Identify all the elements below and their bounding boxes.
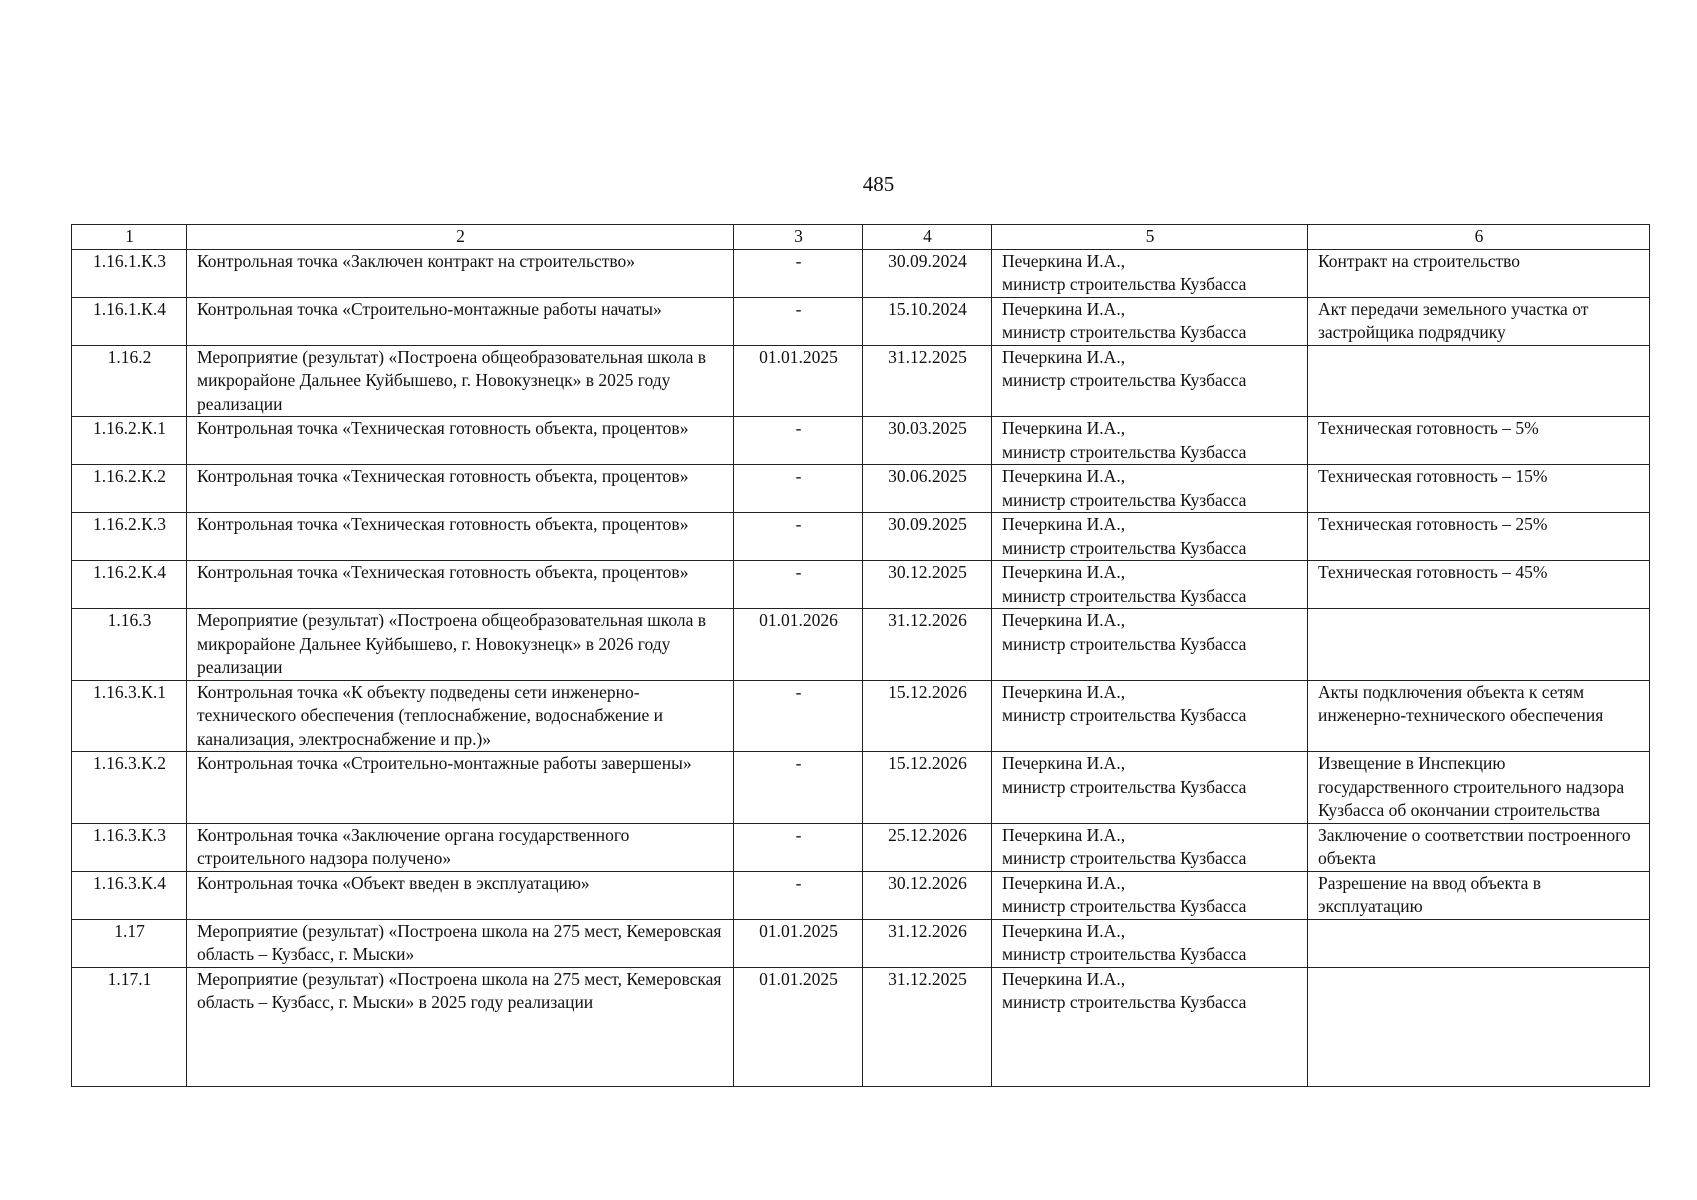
table-row (72, 513, 1650, 561)
row-start-date-cell: 01.01.2026 (734, 609, 863, 681)
responsible-name: Печеркина И.А., (1002, 920, 1126, 941)
table-body (72, 249, 1650, 1086)
row-start-date-cell: 01.01.2025 (734, 967, 863, 1086)
row-code-cell: 1.16.3.К.2 (72, 752, 187, 824)
row-result-cell: Контракт на строительство (1308, 249, 1650, 297)
column-header: 1 (72, 225, 187, 250)
row-result-cell (1308, 919, 1650, 967)
row-responsible-cell (992, 752, 1308, 824)
table-row (72, 919, 1650, 967)
row-title-cell: Контрольная точка «Техническая готовность объекта, процентов» (187, 417, 734, 465)
row-result-cell: Акты подключения объекта к сетям инженерно-технического обеспечения (1308, 680, 1650, 752)
responsible-position: министр строительства Кузбасса (1002, 944, 1247, 964)
row-responsible-cell (992, 823, 1308, 871)
row-result-cell (1308, 609, 1650, 681)
row-responsible-cell (992, 465, 1308, 513)
row-result-cell: Техническая готовность – 15% (1308, 465, 1650, 513)
row-title-cell: Контрольная точка «Заключен контракт на строительство» (187, 249, 734, 297)
column-header: 6 (1308, 225, 1650, 250)
row-responsible-cell (992, 297, 1308, 345)
responsible-position: министр строительства Кузбасса (1002, 705, 1247, 725)
row-title-cell: Контрольная точка «Техническая готовность объекта, процентов» (187, 561, 734, 609)
row-responsible-cell (992, 345, 1308, 417)
row-code-cell: 1.17.1 (72, 967, 187, 1086)
row-end-date-cell: 30.09.2024 (863, 249, 992, 297)
responsible-position: министр строительства Кузбасса (1002, 992, 1247, 1012)
responsible-name: Печеркина И.А., (1002, 418, 1126, 438)
responsible-name: Печеркина И.А., (1002, 681, 1126, 702)
responsible-position: министр строительства Кузбасса (1002, 633, 1247, 654)
table-row (72, 823, 1650, 871)
row-start-date-cell: - (734, 561, 863, 609)
column-header: 4 (863, 225, 992, 250)
responsible-name: Печеркина И.А., (1002, 346, 1126, 367)
row-responsible-cell (992, 967, 1308, 1086)
responsible-name: Печеркина И.А., (1002, 514, 1126, 534)
responsible-name: Печеркина И.А., (1002, 610, 1126, 630)
row-code-cell: 1.16.3 (72, 609, 187, 681)
responsible-position: министр строительства Кузбасса (1002, 537, 1247, 558)
row-start-date-cell: - (734, 513, 863, 561)
table-row (72, 249, 1650, 297)
row-result-cell: Техническая готовность – 45% (1308, 561, 1650, 609)
responsible-name: Печеркина И.А., (1002, 968, 1126, 989)
row-end-date-cell: 31.12.2025 (863, 345, 992, 417)
row-start-date-cell: - (734, 871, 863, 919)
responsible-position: министр строительства Кузбасса (1002, 322, 1247, 342)
row-title-cell: Контрольная точка «Заключение органа государственного строительного надзора получено» (187, 823, 734, 871)
row-result-cell: Заключение о соответствии построенного объекта (1308, 823, 1650, 871)
row-start-date-cell: - (734, 417, 863, 465)
row-code-cell: 1.16.2.К.4 (72, 561, 187, 609)
table-row (72, 680, 1650, 752)
row-end-date-cell: 30.12.2026 (863, 871, 992, 919)
responsible-name: Печеркина И.А., (1002, 872, 1126, 893)
row-title-cell: Мероприятие (результат) «Построена школа на 275 мест, Кемеровская область – Кузбасс, г. Мыски» (187, 919, 734, 967)
row-title-cell: Контрольная точка «Техническая готовность объекта, процентов» (187, 513, 734, 561)
responsible-name: Печеркина И.А., (1002, 466, 1126, 486)
row-result-cell (1308, 967, 1650, 1086)
row-code-cell: 1.17 (72, 919, 187, 967)
responsible-position: министр строительства Кузбасса (1002, 776, 1247, 797)
row-code-cell: 1.16.3.К.1 (72, 680, 187, 752)
row-code-cell: 1.16.1.К.4 (72, 297, 187, 345)
row-title-cell: Контрольная точка «К объекту подведены сети инженерно-технического обеспечения (теплоснабжение, водоснабжение и канализация, электроснабжение и пр.)» (187, 680, 734, 752)
row-start-date-cell: - (734, 680, 863, 752)
row-title-cell: Мероприятие (результат) «Построена общеобразовательная школа в микрорайоне Дальнее Куйбышево, г. Новокузнецк» в 2025 году реализации (187, 345, 734, 417)
row-result-cell: Техническая готовность – 5% (1308, 417, 1650, 465)
table-row (72, 345, 1650, 417)
row-result-cell (1308, 345, 1650, 417)
table-row (72, 297, 1650, 345)
row-responsible-cell (992, 249, 1308, 297)
row-code-cell: 1.16.1.К.3 (72, 249, 187, 297)
responsible-name: Печеркина И.А., (1002, 824, 1126, 845)
row-end-date-cell: 15.10.2024 (863, 297, 992, 345)
row-end-date-cell: 25.12.2026 (863, 823, 992, 871)
row-responsible-cell (992, 919, 1308, 967)
column-header: 2 (187, 225, 734, 250)
responsible-position: министр строительства Кузбасса (1002, 896, 1247, 916)
table-row (72, 465, 1650, 513)
table-row (72, 561, 1650, 609)
row-result-cell: Акт передачи земельного участка от застройщика подрядчику (1308, 297, 1650, 345)
row-code-cell: 1.16.3.К.3 (72, 823, 187, 871)
row-end-date-cell: 31.12.2026 (863, 609, 992, 681)
page-number: 485 (862, 172, 895, 196)
row-responsible-cell (992, 680, 1308, 752)
row-end-date-cell: 30.03.2025 (863, 417, 992, 465)
row-code-cell: 1.16.2.К.3 (72, 513, 187, 561)
row-title-cell: Мероприятие (результат) «Построена общеобразовательная школа в микрорайоне Дальнее Куйбышево, г. Новокузнецк» в 2026 году реализации (187, 609, 734, 681)
row-code-cell: 1.16.2 (72, 345, 187, 417)
row-start-date-cell: - (734, 465, 863, 513)
responsible-position: министр строительства Кузбасса (1002, 370, 1247, 390)
row-title-cell: Мероприятие (результат) «Построена школа на 275 мест, Кемеровская область – Кузбасс, г. Мыски» в 2025 году реализации (187, 967, 734, 1086)
row-start-date-cell: - (734, 823, 863, 871)
row-title-cell: Контрольная точка «Строительно-монтажные работы начаты» (187, 297, 734, 345)
row-code-cell: 1.16.2.К.2 (72, 465, 187, 513)
responsible-position: министр строительства Кузбасса (1002, 441, 1247, 462)
row-result-cell: Разрешение на ввод объекта в эксплуатацию (1308, 871, 1650, 919)
row-end-date-cell: 15.12.2026 (863, 752, 992, 824)
responsible-name: Печеркина И.А., (1002, 562, 1126, 582)
table-row (72, 871, 1650, 919)
row-start-date-cell: - (734, 752, 863, 824)
column-header: 3 (734, 225, 863, 250)
table-row (72, 609, 1650, 681)
row-end-date-cell: 30.06.2025 (863, 465, 992, 513)
row-result-cell: Техническая готовность – 25% (1308, 513, 1650, 561)
row-end-date-cell: 30.09.2025 (863, 513, 992, 561)
row-responsible-cell (992, 871, 1308, 919)
column-header: 5 (992, 225, 1308, 250)
row-start-date-cell: 01.01.2025 (734, 345, 863, 417)
responsible-name: Печеркина И.А., (1002, 250, 1126, 271)
row-title-cell: Контрольная точка «Строительно-монтажные работы завершены» (187, 752, 734, 824)
row-start-date-cell: - (734, 249, 863, 297)
row-title-cell: Контрольная точка «Объект введен в эксплуатацию» (187, 871, 734, 919)
row-code-cell: 1.16.2.К.1 (72, 417, 187, 465)
plan-table (71, 224, 1650, 1087)
responsible-position: министр строительства Кузбасса (1002, 848, 1247, 868)
row-end-date-cell: 31.12.2025 (863, 967, 992, 1086)
responsible-position: министр строительства Кузбасса (1002, 585, 1247, 606)
responsible-name: Печеркина И.А., (1002, 298, 1126, 319)
row-code-cell: 1.16.3.К.4 (72, 871, 187, 919)
table-header-row (72, 225, 1650, 250)
table-row (72, 752, 1650, 824)
row-responsible-cell (992, 609, 1308, 681)
row-responsible-cell (992, 513, 1308, 561)
row-start-date-cell: - (734, 297, 863, 345)
table-row (72, 417, 1650, 465)
row-end-date-cell: 15.12.2026 (863, 680, 992, 752)
responsible-position: министр строительства Кузбасса (1002, 274, 1247, 294)
responsible-position: министр строительства Кузбасса (1002, 489, 1247, 510)
row-start-date-cell: 01.01.2025 (734, 919, 863, 967)
row-end-date-cell: 30.12.2025 (863, 561, 992, 609)
row-responsible-cell (992, 561, 1308, 609)
row-title-cell: Контрольная точка «Техническая готовность объекта, процентов» (187, 465, 734, 513)
row-end-date-cell: 31.12.2026 (863, 919, 992, 967)
row-result-cell: Извещение в Инспекцию государственного строительного надзора Кузбасса об окончании строительства (1308, 752, 1650, 824)
row-responsible-cell (992, 417, 1308, 465)
table-row (72, 967, 1650, 1086)
responsible-name: Печеркина И.А., (1002, 753, 1126, 773)
